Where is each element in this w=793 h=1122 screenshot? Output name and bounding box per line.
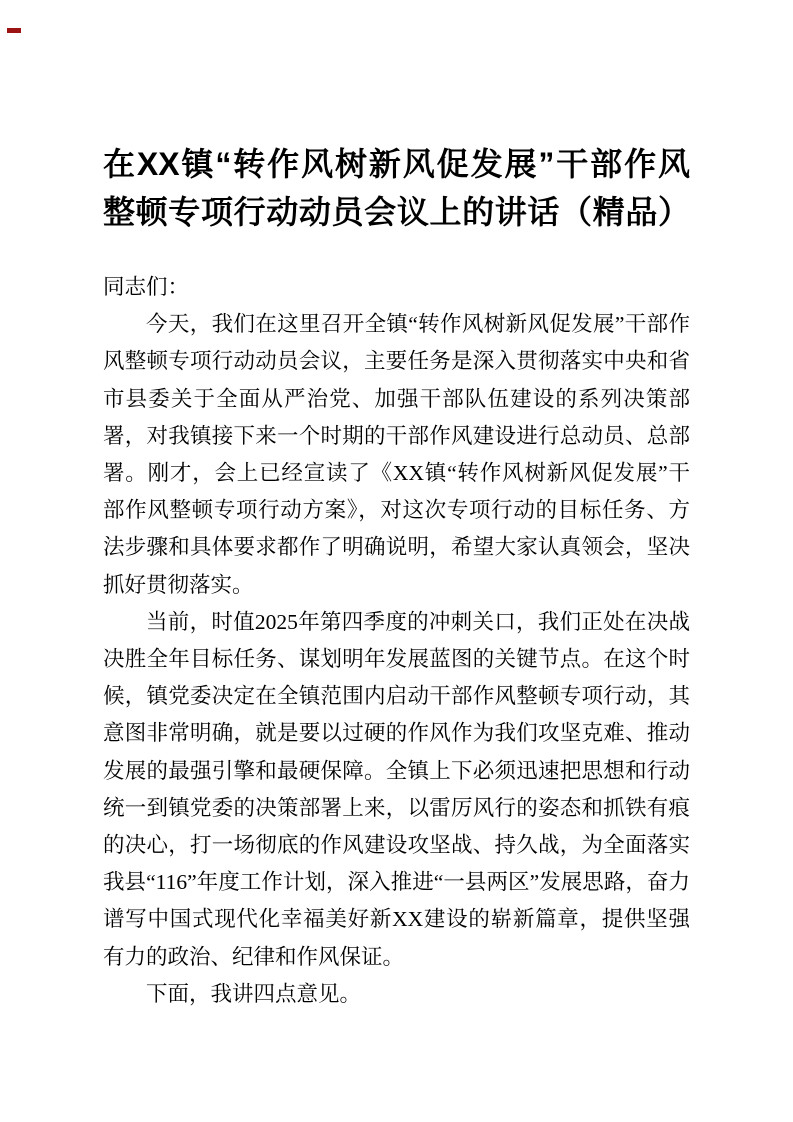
greeting-line: 同志们： — [103, 275, 190, 299]
paragraph: 下面，我讲四点意见。 — [146, 981, 362, 1006]
paragraph: 今天，我们在这里召开全镇“转作风树新风促发展”干部作风整顿专项行动动员会议，主要任务是深入贯彻落实中央和省市县委关于全面从严治党、加强干部队伍建设的系列决策部署，对我镇接下来一个时期的干部作风建设进行总动员、总部署。刚才，会上已经宣读了《XX镇“转作风树新风促发展”干部作风整顿专项行动方案》，对这次专项行动的目标任务、方法步骤和具体要求都作了明确说明，希望大家认真领会，坚决抓好贯彻落实。 — [103, 312, 690, 597]
paragraph: 当前，时值2025年第四季度的冲刺关口，我们正处在决战决胜全年目标任务、谋划明年发展蓝图的关键节点。在这个时候，镇党委决定在全镇范围内启动干部作风整顿专项行动，其意图非常明确，就是要以过硬的作风作为我们攻坚克难、推动发展的最强引擎和最硬保障。全镇上下必须迅速把思想和行动统一到镇党委的决策部署上来，以雷厉风行的姿态和抓铁有痕的决心，打一场彻底的作风建设攻坚战、持久战，为全面落实我县“116”年度工作计划，深入推进“一县两区”发展思路，奋力谱写中国式现代化幸福美好新XX建设的崭新篇章，提供坚强有力的政治、纪律和作风保证。 — [103, 609, 690, 969]
document-body — [103, 269, 690, 1013]
red-bookmark-marker — [7, 28, 21, 33]
document-title-line-2: 整顿专项行动动员会议上的讲话（精品） — [103, 194, 690, 230]
document-title — [103, 140, 690, 236]
document-title-line-1: 在XX镇“转作风树新风促发展”干部作风 — [103, 146, 690, 182]
